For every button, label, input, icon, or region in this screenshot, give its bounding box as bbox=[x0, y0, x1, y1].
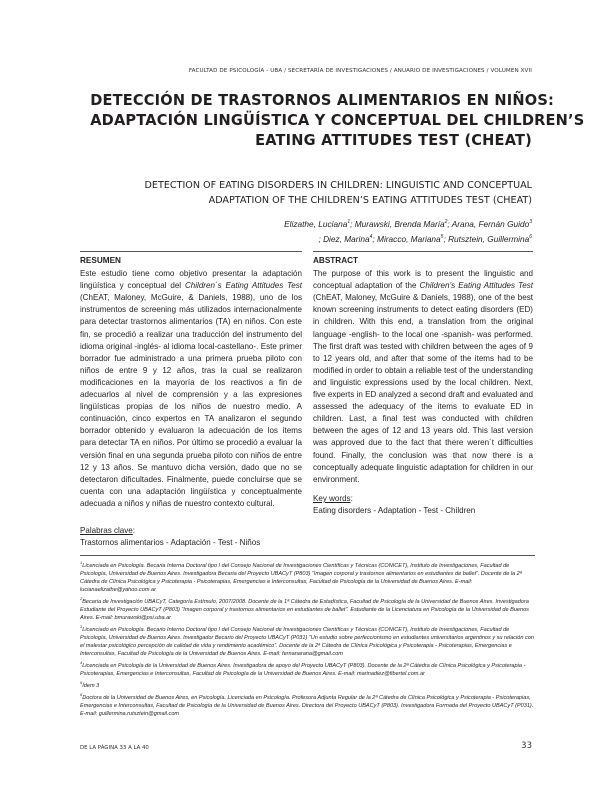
keywords-english bbox=[313, 493, 533, 517]
divider-right bbox=[313, 251, 533, 252]
footnote-text: Licenciado en Psicología. Becario Interno Doctoral tipo I del Consejo Nacional de Investigaciones Científicas y Técnicas (CONICET), Instituto de Investigaciones, Facultad de Psicología, Universidad de Buenos Aires. Investigador Becario del Proyecto UBACyT (P031) “Un estudio sobre perfeccionismo en estudiantes universitarios argentinos y su relación con el malestar psicológico percepción de calidad de vida y rendimiento académico”. Docente de la 2ª Cátedra de Clínica Psicológica y Psicoterapia - Psicoterapias, Emergencias e Interconsultas, Facultad de Psicología de la Universidad de Buenos Aires. E-mail: fernanarana@gmail.com bbox=[80, 626, 534, 657]
abstract-text bbox=[313, 268, 533, 486]
subtitle-line: DETECTION OF EATING DISORDERS IN CHILDREN: LINGUISTIC AND CONCEPTUAL bbox=[144, 180, 532, 191]
footnote-text: Ídem 3 bbox=[82, 683, 100, 689]
keywords-values: Trastornos alimentarios - Adaptación - Test - Niños bbox=[80, 538, 261, 547]
footnote-number: 3 bbox=[80, 624, 83, 630]
author-line-2 bbox=[62, 231, 532, 246]
footnote bbox=[80, 623, 535, 658]
footnote-text: Becaria de Investigación UBACyT, Categoría Estímulo, 2007/2008. Docente de la 1ª Cátedra de Estadística, Facultad de Psicología de la Universidad de Buenos Aires. Investigadora Estudiante del Proyecto UBACyT (P803) “Imagen corporal y trastornos alimentarios en estudiantes de ballet”. Estudiante de la Licenciatura en Psicología de la Universidad de Buenos Aires. E-mail: bmurawski@psi.uba.ar bbox=[80, 598, 529, 621]
footnote-text: Licenciada en Psicología. Becaria Interna Doctoral tipo I del Consejo Nacional de Investigaciones Científicas y Técnicas (CONICET), Instituto de Investigaciones, Facultad de Psicología, Universidad de Buenos Aires. Investigadora Becaria del Proyecto UBACyT (P803) “Imagen corporal y trastornos alimentarios en estudiantes de ballet”. Docente de la 2ª Cátedra de Clínica Psicológica y Psicoterapia - Psicoterapias, Emergencias e Interconsultas, Facultad de Psicología de la Universidad de Buenos Aires. E-mail: lucianaelizathe@yahoo.com.ar bbox=[80, 562, 522, 593]
resumen-heading: RESUMEN bbox=[80, 256, 121, 265]
title-line: ADAPTACIÓN LINGÜÍSTICA Y CONCEPTUAL DEL CHILDREN’S bbox=[90, 111, 585, 129]
keywords-values: Eating disorders - Adaptation - Test - Children bbox=[313, 506, 476, 515]
author-affiliation-mark: 5 bbox=[440, 233, 444, 240]
title-line: DETECCIÓN DE TRASTORNOS ALIMENTARIOS EN NIÑOS: bbox=[90, 91, 555, 109]
abstract-text-part: The purpose of this work is to present the linguistic and conceptual adaptation of the bbox=[313, 269, 533, 291]
footnote-number: 1 bbox=[80, 560, 83, 565]
footnote bbox=[80, 559, 535, 594]
author: ; Rutsztein, Guillermina bbox=[443, 233, 530, 244]
abstract-heading: ABSTRACT bbox=[313, 256, 359, 265]
resumen-text-part: Este estudio tiene como objetivo presentar la adaptación lingüística y conceptual del bbox=[80, 269, 302, 291]
article-subtitle bbox=[62, 178, 532, 208]
subtitle-line: ADAPTATION OF THE CHILDREN’S EATING ATTITUDES TEST (CHEAT) bbox=[208, 195, 532, 206]
keywords-spanish bbox=[80, 525, 310, 549]
article-title bbox=[90, 90, 585, 150]
footnote-number: 4 bbox=[80, 660, 83, 665]
author-affiliation-mark: 2 bbox=[444, 219, 448, 225]
author-affiliation-mark: 1 bbox=[347, 219, 351, 225]
footnote bbox=[80, 691, 535, 719]
keywords-colon: : bbox=[350, 494, 353, 503]
author: ; Diez, Marina bbox=[318, 233, 370, 244]
keywords-label: Key words bbox=[313, 494, 351, 503]
author: ; Miracco, Mariana bbox=[372, 233, 441, 244]
abstract-section bbox=[313, 255, 533, 486]
footnote bbox=[80, 659, 535, 679]
keywords-label: Palabras clave bbox=[80, 526, 133, 535]
abstract-test-name: Children’s Eating Attitudes Test bbox=[419, 281, 533, 291]
page-number: 33 bbox=[521, 741, 532, 751]
resumen-test-name: Children´s Eating Attitudes Test bbox=[184, 281, 302, 291]
resumen-text bbox=[80, 268, 302, 510]
footnote-number: 2 bbox=[80, 595, 83, 601]
footnote-number: 6 bbox=[80, 692, 83, 698]
keywords-colon: : bbox=[132, 526, 136, 535]
title-line: EATING ATTITUDES TEST (CHEAT) bbox=[255, 131, 532, 149]
author-affiliation-mark: 6 bbox=[529, 233, 532, 240]
footnote-text: Licenciada en Psicología de la Universidad de Buenos Aires. Investigadora de apoyo del Proyecto UBACyT (P803). Docente de la 2ª Cátedra de Clínica Psicológica y Psicoterapia - Psicoterapias, Emergencias e Interconsultas, Facultad de Psicología de la Universidad de Buenos Aires. E-mail: marinadiez@fibertel.com.ar bbox=[80, 662, 526, 677]
author-list bbox=[62, 216, 532, 246]
author-line-1 bbox=[62, 216, 532, 231]
author: ; Arana, Fernán Guido bbox=[447, 218, 530, 229]
footnotes bbox=[80, 559, 535, 719]
resumen-text-part: (ChEAT, Maloney, McGuire, & Daniels, 1988), uno de los instrumentos de screening más utilizados internacionalmente para detectar trastornos alimentarios (TA) en niños. Con este fin, se procedió a realizar una traducción del instrumento del idioma original -inglés- al idioma local-castellano-. Este primer borrador fue administrado a una primera prueba piloto con niños de entre 9 y 12 años, tras la cual se realizaron modificaciones en la mayoría de los reactivos a fin de adecuarlos al nivel de comprensión y a las expresiones lingüísticas propias de los niños de nuestro medio. A continuación, cinco expertos en TA analizaron el segundo borrador obtenido y evaluaron la adecuación de los ítems para detectar TA en niños. Por último se procedió a evaluar la versión final en una segunda prueba piloto con niños de entre 12 y 13 años. Se mantuvo dicha versión, dado que no se detectaron dificultades. Finalmente, puede concluirse que se cuenta con una adaptación lingüística y conceptualmente adecuada a niños y niñas de nuestro contexto cultural. bbox=[80, 293, 302, 508]
abstract-text-part: (ChEAT, Maloney, McGuire & Daniels, 1988), one of the best known screening instruments to detect eating disorders (ED) in children. With this end, a translation from the original language -english- to the local one -spanish- was performed. The first draft was tested with children between the ages of 9 to 12 years old, and after that some of the items had to be modified in order to obtain a reliable test of the understanding and linguistic expressions used by the local children. Next, five experts in ED analyzed a second draft and evaluated and assessed the adequacy of the items to evaluate ED in children. Last, a final test was conducted with children between the ages of 12 and 13 years old. This last version was approved due to the fact that there weren´t difficulties found. Finally, the conclusion was that now there is a conceptually adequate linguistic adaptation for children in our environment. bbox=[313, 293, 533, 484]
resumen-section bbox=[80, 255, 302, 510]
author-affiliation-mark: 3 bbox=[529, 219, 532, 225]
page-range: DE LA PÁGINA 33 A LA 40 bbox=[80, 745, 149, 751]
divider-left bbox=[80, 251, 302, 252]
running-header: FACULTAD DE PSICOLOGÍA - UBA / SECRETARÍA DE INVESTIGACIONES / ANUARIO DE INVESTIGACIONES / VOLUMEN XVII bbox=[188, 68, 532, 74]
footnote-divider bbox=[80, 555, 535, 556]
footnote-number: 5 bbox=[80, 680, 83, 686]
footnote-text: Doctora de la Universidad de Buenos Aires, en Psicología. Licenciada en Psicología. Profesora Adjunta Regular de la 2ª Cátedra de Clínica Psicológica y Psicoterapia - Psicoterapias, Emergencias e Interconsultas, Facultad de Psicología de la Universidad de Buenos Aires. Directora del Proyecto UBACyT (P803). Investigadora Formada del Proyecto UBACyT (P031). E-mail: guillermina.rutsztein@gmail.com bbox=[80, 695, 534, 718]
author: Elizathe, Luciana bbox=[284, 218, 348, 229]
footnote bbox=[80, 679, 535, 691]
author-affiliation-mark: 4 bbox=[369, 233, 373, 240]
author: ; Murawski, Brenda María bbox=[350, 218, 445, 229]
footnote bbox=[80, 595, 535, 623]
